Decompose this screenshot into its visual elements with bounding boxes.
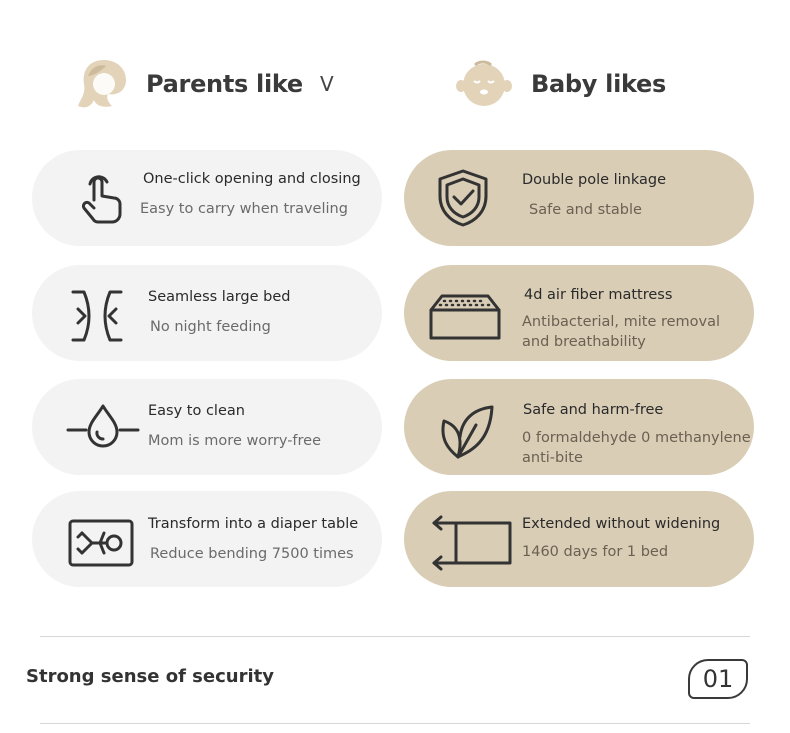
parents-feature-card (32, 379, 382, 475)
card-subtitle: Reduce bending 7500 times (150, 546, 354, 562)
card-subtitle: No night feeding (150, 319, 271, 335)
parents-feature-card (32, 150, 382, 246)
card-title: Seamless large bed (148, 289, 291, 305)
card-subtitle: Safe and stable (529, 202, 642, 218)
parents-feature-card (32, 491, 382, 587)
card-subtitle-line2: and breathability (522, 334, 646, 350)
extend-arrows-icon (428, 515, 514, 575)
water-drop-icon (66, 403, 140, 453)
section-number-badge: 01 (688, 659, 748, 699)
card-subtitle: Antibacterial, mite removal (522, 314, 721, 330)
baby-diaper-icon (68, 519, 134, 571)
baby-feature-card (404, 379, 754, 475)
tap-hand-icon (80, 170, 126, 230)
card-title: 4d air fiber mattress (524, 287, 673, 303)
baby-likes-title: Baby likes (531, 70, 667, 98)
card-title: Easy to clean (148, 403, 245, 419)
baby-feature-card (404, 150, 754, 246)
mattress-icon (428, 293, 502, 345)
card-title: Double pole linkage (522, 172, 667, 188)
card-subtitle-line2: anti-bite (522, 450, 583, 466)
parents-like-header (74, 50, 303, 118)
baby-feature-card (404, 265, 754, 361)
parents-like-title: Parents like (146, 70, 303, 98)
divider-bottom (40, 723, 750, 724)
leaves-icon (438, 403, 496, 465)
card-title: One-click opening and closing (143, 171, 361, 187)
card-subtitle: 0 formaldehyde 0 methanylene (522, 430, 751, 446)
card-subtitle: 1460 days for 1 bed (522, 544, 669, 560)
card-subtitle: Mom is more worry-free (148, 433, 322, 449)
baby-face-icon (455, 59, 513, 109)
baby-feature-card (404, 491, 754, 587)
card-subtitle: Easy to carry when traveling (140, 201, 348, 217)
card-title: Extended without widening (522, 516, 721, 532)
parents-feature-card (32, 265, 382, 361)
card-title: Safe and harm-free (523, 402, 664, 418)
card-title: Transform into a diaper table (148, 516, 359, 532)
section-title: Strong sense of security (26, 666, 274, 687)
shield-check-icon (436, 168, 490, 232)
divider-top (40, 636, 750, 637)
woman-hair-icon (74, 54, 134, 114)
chevron-down-icon: V (320, 72, 334, 96)
compress-arrows-icon (70, 289, 124, 347)
baby-likes-header (455, 54, 666, 114)
